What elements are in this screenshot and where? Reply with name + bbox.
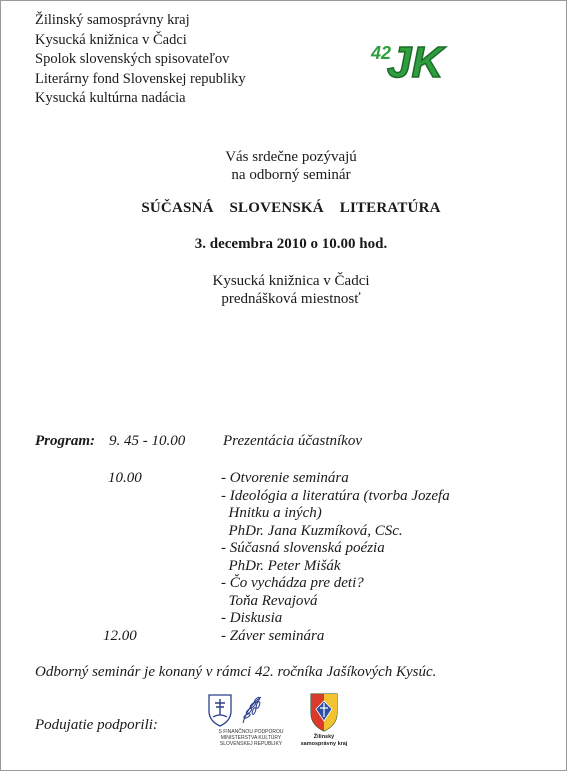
seminar-date: 3. decembra 2010 o 10.00 hod.	[194, 236, 388, 252]
seminar-note: Odborný seminár je konaný v rámci 42. ročníka Jašíkových Kysúc.	[35, 664, 437, 680]
program-item: - Diskusia	[221, 610, 283, 626]
ministry-of-culture-logo	[201, 691, 301, 751]
logo-letters: JK	[387, 38, 444, 87]
invitation-text	[1, 148, 580, 184]
seminar-venue	[1, 272, 580, 308]
program-item: - Čo vychádza pre deti?	[221, 575, 364, 591]
program-item: - Ideológia a literatúra (tvorba Jozefa	[221, 488, 450, 504]
region-coat-of-arms-icon	[294, 691, 354, 733]
logo-number: 42	[371, 43, 392, 63]
invitation-line-2: na odborný seminár	[231, 167, 351, 183]
organizer-4: Literárny fond Slovenskej republiky	[35, 70, 246, 87]
program-item: - Otvorenie seminára	[221, 470, 349, 486]
seminar-title: SÚČASNÁ SLOVENSKÁ LITERATÚRA	[141, 200, 441, 216]
support-label: Podujatie podporili:	[35, 717, 158, 733]
program-label: Program:	[35, 433, 95, 449]
venue-line-2: prednášková miestnosť	[221, 291, 361, 307]
venue-line-1: Kysucká knižnica v Čadci	[212, 273, 370, 289]
program-time: 12.00	[103, 628, 137, 644]
organizer-1: Žilinský samosprávny kraj	[35, 12, 190, 28]
program-item: - Súčasná slovenská poézia	[221, 540, 385, 556]
organizer-5: Kysucká kultúrna nadácia	[35, 90, 186, 106]
program-item: Prezentácia účastníkov	[223, 433, 362, 449]
program-speaker: PhDr. Peter Mišák	[221, 558, 341, 574]
program-speaker: PhDr. Jana Kuzmíková, CSc.	[221, 523, 403, 539]
ministry-support-text: S FINANČNOU PODPOROU MINISTERSTVA KULTÚRY SLOVENSKEJ REPUBLIKY	[218, 729, 284, 747]
organizer-2: Kysucká knižnica v Čadci	[35, 31, 187, 48]
zilina-region-logo	[294, 691, 354, 753]
program-item: - Záver seminára	[221, 628, 325, 644]
program-time: 9. 45 - 10.00	[109, 433, 186, 449]
ministry-emblem-icon	[201, 691, 301, 729]
organizer-3: Spolok slovenských spisovateľov	[35, 51, 230, 67]
organizers-list	[35, 11, 246, 109]
program-time: 10.00	[108, 470, 142, 486]
invitation-line-1: Vás srdečne pozývajú	[225, 149, 357, 165]
program-speaker: Toňa Revajová	[221, 593, 318, 609]
region-name-text: Žilinský samosprávny kraj	[300, 734, 348, 747]
jasikove-kysuce-logo	[369, 31, 451, 89]
program-item: Hnitku a iných)	[221, 505, 322, 521]
